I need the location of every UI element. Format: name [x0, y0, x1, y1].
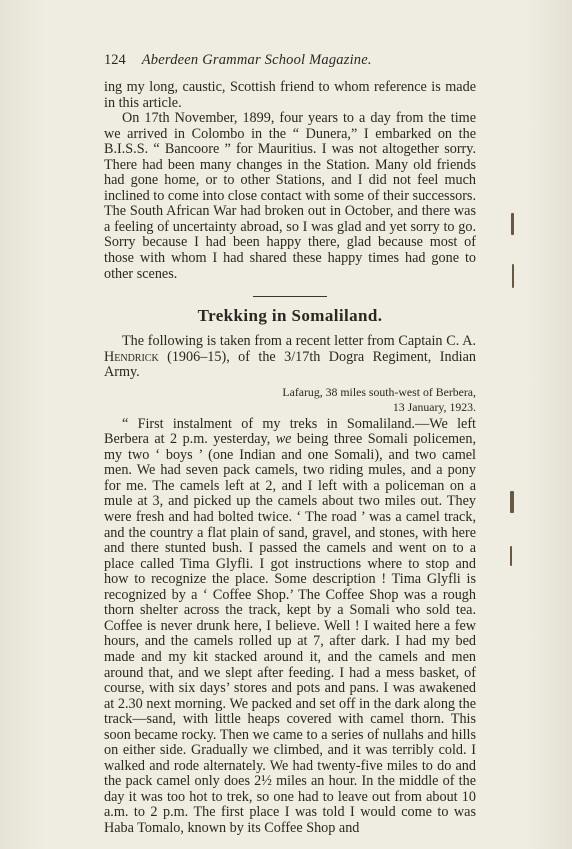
section-title: Trekking in Somaliland.	[197, 306, 383, 326]
margin-mark	[510, 491, 514, 513]
section-divider	[253, 296, 327, 297]
page-header	[104, 52, 476, 69]
continued-paragraph: ing my long, caustic, Scottish friend to whom reference is made in this article.	[104, 79, 476, 111]
margin-mark	[510, 546, 512, 566]
margin-mark	[512, 264, 514, 288]
margin-mark	[511, 213, 514, 235]
letter-text-b: being three Somali policemen, my two ‘ boys ’ (one Indian and one Somali), and two camel men. We had seven pack camels, two riding mules, and a pony for me. The camels left at 2, and I left with a policeman on a mule at 3, and picked up the camels about two miles out. They were fresh and had bolted twice. ‘ The road ’ was a camel track, and the country a flat plain of sand, gravel, and stones, with here and there stunted bush. I passed the camels and went on to a place called Tima Glyfli. I got instructions where to stop and how to recognize the place. Some description ! Tima Glyfli is recognized by a ‘ Coffee Shop.’ The Coffee Shop was a rough thorn shelter across the track, kept by a Somali who sold tea. Coffee is never drunk here, I believe. Well ! I waited here a few hours, and the camels rolled up at 7, after dark. I had my bed made and my kit stacked around it, and the camels and men around that, and we slept after feeding. I had a mess basket, of course, with six days’ stores and pots and pans. I was awakened at 2.30 next morning. We packed and set off in the dark along the track—sand, with little heaps covered with camel thorn. This soon became rocky. Then we came to a series of nullahs and hills on either side. Gradually we climbed, and it was terribly cold. I walked and rode alternately. We had twenty-five miles to do and the pack camel only does 2½ miles an hour. In the middle of the day it was too hot to trek, so one had to leave out from about 10 a.m. to 2 p.m. The first place I was told I would come to was Haba Tomalo, known by its Coffee Shop and	[104, 431, 476, 836]
journal-title: Aberdeen Grammar School Magazine.	[141, 52, 372, 68]
letter-emphasis-we: we	[275, 431, 292, 448]
page-number: 124	[104, 52, 126, 68]
colombo-paragraph: On 17th November, 1899, four years to a day from the time we arrived in Colombo in the “ Dunera,” I embarked on the B.I.S.S. “ Bancoore ” for Mauritius. I was not altogether sorry. There had been many changes in the Station. Many old friends had gone home, or to other Stations, and I did not feel much inclined to come into close contact with some of their successors. The South African War had broken out in October, and there was a feeling of uncertainty abroad, so I was glad and yet sorry to go. Sorry because I had been happy there, glad because most of those with whom I had shared these happy times had gone to other scenes.	[104, 110, 476, 282]
dateline-date: 13 January, 1923.	[392, 399, 476, 414]
letter-text-a: “ First instalment of my treks in Somaliland.—We left Berbera at 2 p.m. yesterday,	[104, 415, 476, 448]
dateline-place: Lafarug, 38 miles south-west of Berbera,	[282, 384, 476, 399]
intro-paragraph	[104, 334, 476, 381]
intro-text-before: The following is taken from a recent letter from Captain C. A.	[122, 333, 476, 350]
letter-paragraph	[104, 417, 476, 837]
text-column	[104, 80, 476, 837]
author-name: Hendrick	[104, 348, 159, 365]
letter-dateline	[104, 385, 476, 415]
intro-text-after: (1906–15), of the 3/17th Dogra Regiment, Indian Army.	[104, 348, 476, 381]
